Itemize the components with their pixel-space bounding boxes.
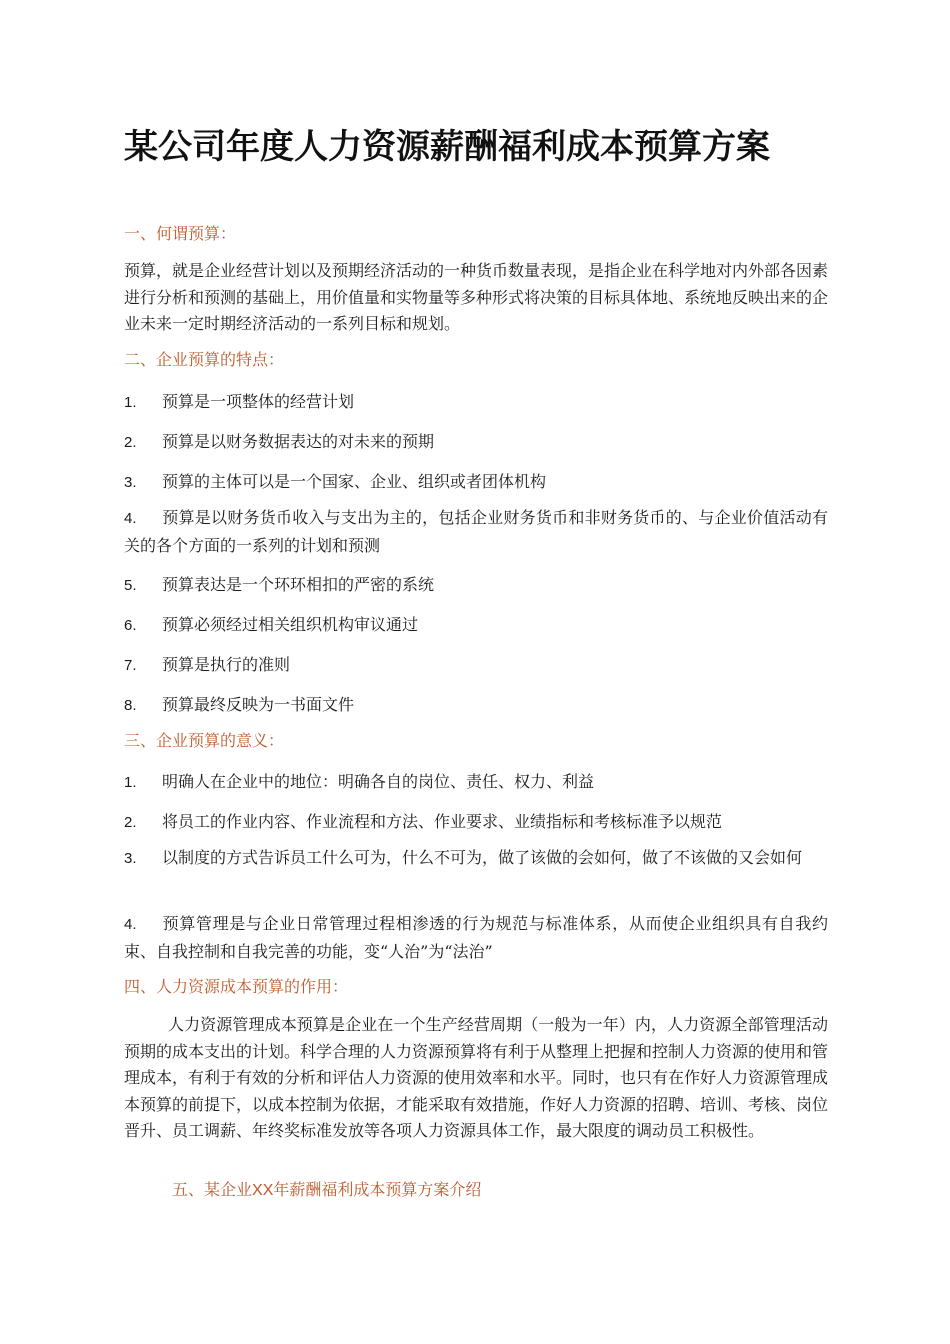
list-item-text: 预算是以财务数据表达的对未来的预期 [162, 432, 435, 451]
list-item-text: 预算是一项整体的经营计划 [162, 392, 355, 411]
list-item [124, 612, 828, 640]
list-item [124, 845, 828, 873]
list-item [124, 809, 828, 837]
section-5-heading-prefix: 五、某企业 [172, 1180, 253, 1199]
list-item-number: 7. [124, 657, 137, 674]
list-item-text: 明确人在企业中的地位：明确各自的岗位、责任、权力、利益 [162, 772, 595, 791]
list-item-text: 预算必须经过相关组织机构审议通过 [162, 615, 419, 634]
section-4-heading: 四、人力资源成本预算的作用： [124, 977, 349, 996]
list-item-number: 8. [124, 697, 137, 714]
section-2-heading: 二、企业预算的特点： [124, 350, 285, 369]
list-item [124, 911, 828, 965]
list-item [124, 692, 828, 720]
list-item [124, 469, 828, 497]
list-item-text: 预算的主体可以是一个国家、企业、组织或者团体机构 [162, 472, 547, 491]
list-item-number: 2. [124, 434, 137, 451]
list-item-number: 3. [124, 850, 137, 867]
list-item-number: 4. [124, 510, 137, 527]
list-item-text: 以制度的方式告诉员工什么可为，什么不可为，做了该做的会如何，做了不该做的又会如何 [162, 848, 803, 867]
section-5-heading [172, 1178, 481, 1203]
section-1-heading: 一、何谓预算： [124, 224, 237, 243]
list-item [124, 505, 828, 559]
list-item-number: 5. [124, 577, 137, 594]
list-item-number: 2. [124, 814, 137, 831]
list-item [124, 572, 828, 600]
list-item [124, 769, 828, 797]
list-item-number: 3. [124, 474, 137, 491]
list-item-number: 6. [124, 617, 137, 634]
section-5-heading-year: XX [252, 1182, 274, 1199]
section-1-paragraph: 预算，就是企业经营计划以及预期经济活动的一种货币数量表现，是指企业在科学地对内外部各因素进行分析和预测的基础上，用价值量和实物量等多种形式将决策的目标具体地、系统地反映出来的企业未来一定时期经济活动的一系列目标和规划。 [124, 261, 829, 333]
section-4-paragraph: 人力资源管理成本预算是企业在一个生产经营周期（一般为一年）内，人力资源全部管理活动预期的成本支出的计划。科学合理的人力资源预算将有利于从整理上把握和控制人力资源的使用和管理成本，有利于有效的分析和评估人力资源的使用效率和水平。同时，也只有在作好人力资源管理成本预算的前提下，以成本控制为依据，才能采取有效措施，作好人力资源的招聘、培训、考核、岗位晋升、员工调薪、年终奖标准发放等各项人力资源具体工作，最大限度的调动员工积极性。 [124, 1015, 829, 1140]
list-item-number: 4. [124, 916, 137, 933]
list-item-text: 将员工的作业内容、作业流程和方法、作业要求、业绩指标和考核标准予以规范 [162, 812, 723, 831]
list-item-text: 预算最终反映为一书面文件 [162, 695, 355, 714]
section-5-heading-suffix: 年薪酬福利成本预算方案介绍 [273, 1180, 482, 1199]
document-title: 某公司年度人力资源薪酬福利成本预算方案 [124, 127, 770, 167]
list-item-text: 预算管理是与企业日常管理过程相渗透的行为规范与标准体系，从而使企业组织具有自我约束、自我控制和自我完善的功能，变“人治”为“法治” [124, 914, 828, 961]
list-item-text: 预算表达是一个环环相扣的严密的系统 [162, 575, 435, 594]
section-3-heading: 三、企业预算的意义： [124, 731, 285, 750]
list-item [124, 429, 828, 457]
list-item [124, 652, 828, 680]
list-item-number: 1. [124, 394, 137, 411]
list-item-text: 预算是执行的准则 [162, 655, 291, 674]
list-item [124, 389, 828, 417]
list-item-number: 1. [124, 774, 137, 791]
list-item-text: 预算是以财务货币收入与支出为主的，包括企业财务货币和非财务货币的、与企业价值活动有关的各个方面的一系列的计划和预测 [124, 508, 828, 555]
